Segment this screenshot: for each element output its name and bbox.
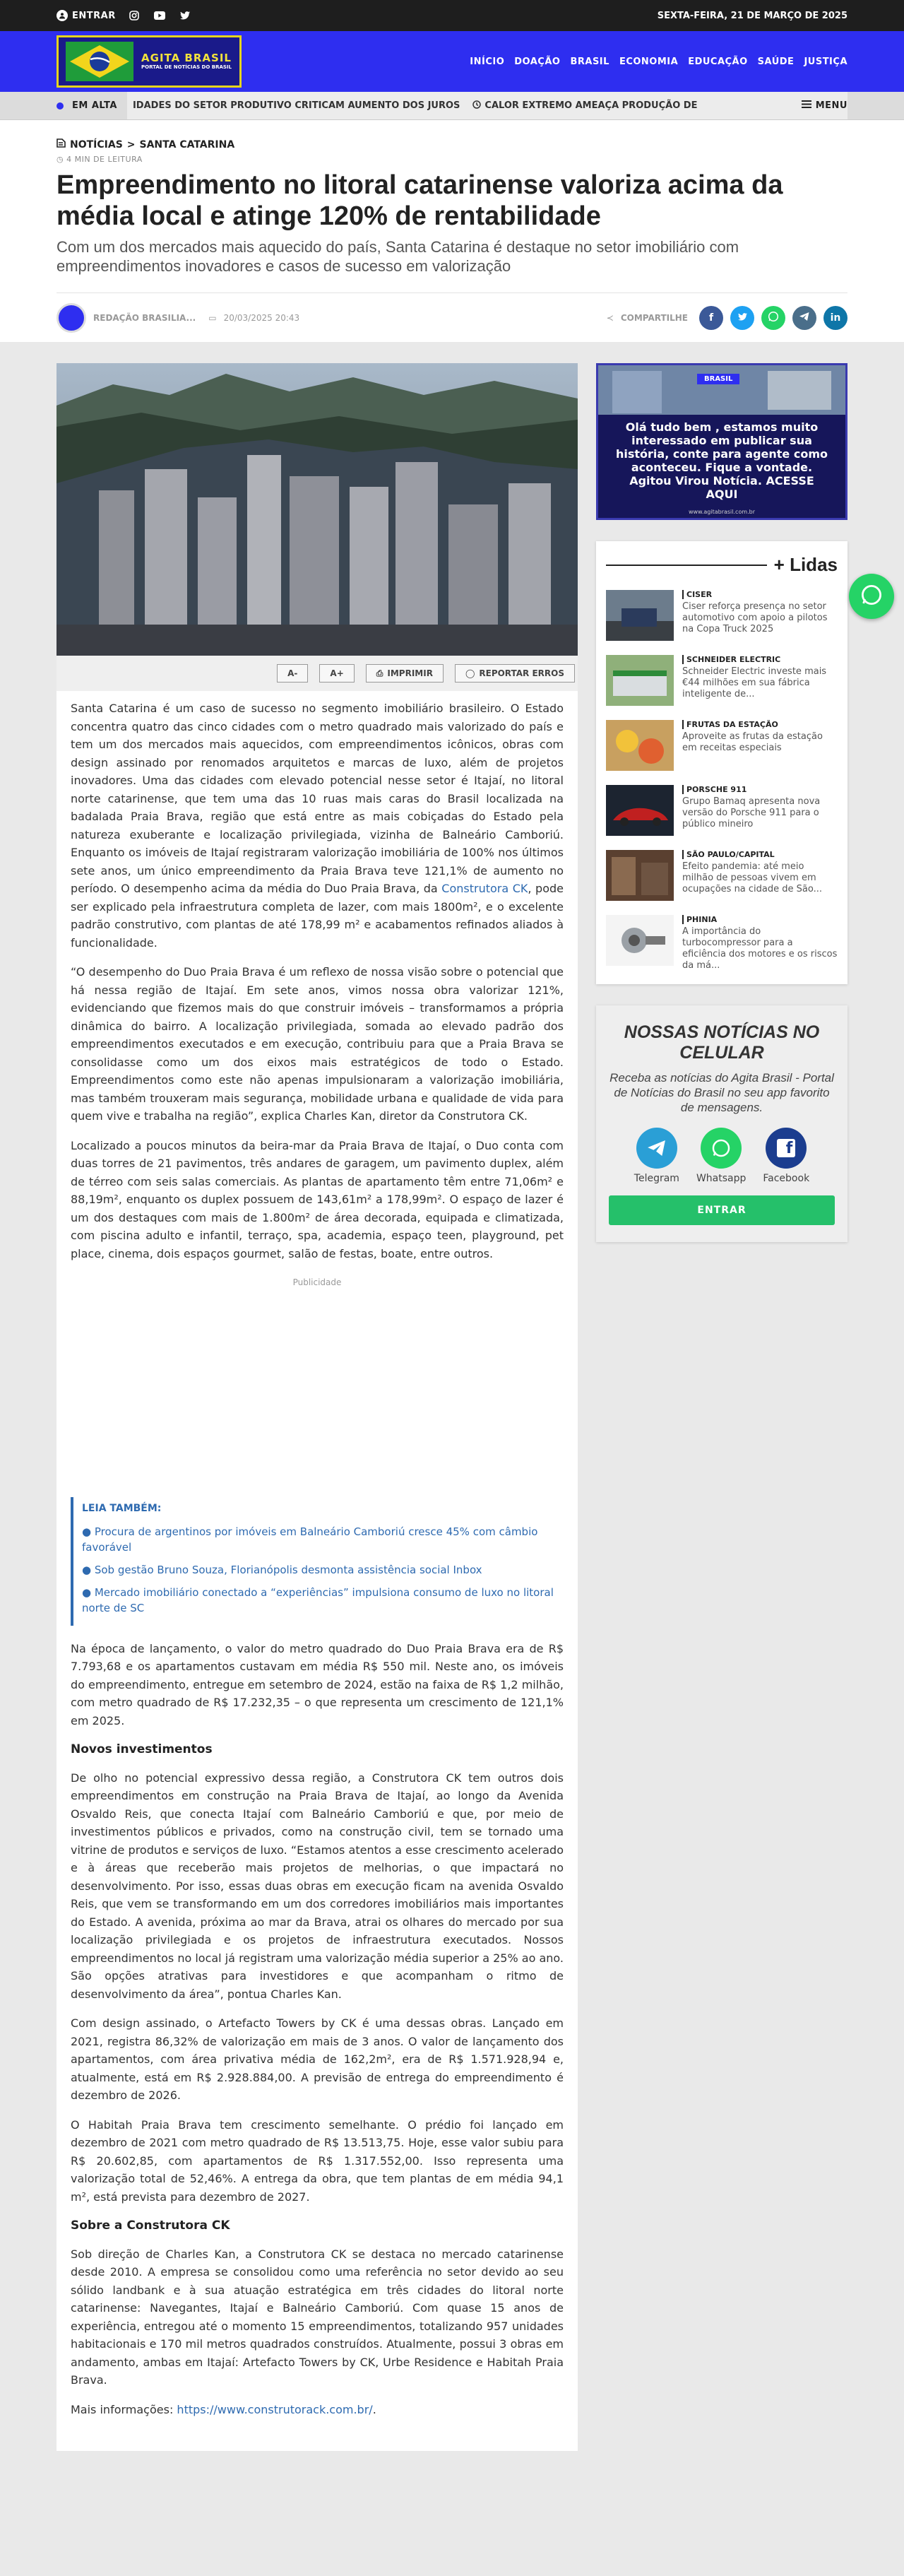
paragraph-text: Santa Catarina é um caso de sucesso no segmento imobiliário brasileiro. O Estado concentra quatro das cinco cidades com o metro quadrado mais valorizado do país e tem um dos mercados mais aquecidos, com empreendimentos icônicos, obras com design assinado por renomados arquitetos e marcas de luxo, além de projetos inovadores. Uma das cidades com elevado potencial nesse setor é Itajaí, no litoral norte catarinense, que tem uma das 10 ruas mais caras do Brasil localizada na badalada Praia Brava, região que está entre as mais cobiçadas do Estado pela natureza exuberante e localização privilegiada, vizinha de Balneário Camboriú. Enquanto os imóveis de Itajaí registraram valorização imobiliária de 100% nos últimos sete anos, um único empreendimento da Praia Brava teve 121,1% de aumento no período. O desempenho acima da média do Duo Praia Brava, da (71, 702, 564, 895)
avatar (56, 303, 86, 333)
article-tools (56, 656, 578, 691)
twitter-icon[interactable] (178, 8, 192, 23)
breadcrumb-separator: > (126, 138, 136, 150)
printer-icon: ⎙ (376, 668, 383, 678)
section-heading: Sobre a Construtora CK (71, 2218, 230, 2233)
item-title: Grupo Bamaq apresenta nova versão do Porsche 911 para o público mineiro (682, 796, 821, 829)
breadcrumb-subsection[interactable]: SANTA CATARINA (139, 138, 235, 150)
ticker-label: EM ALTA (72, 100, 117, 111)
messaging-apps (609, 1128, 835, 1184)
item-title: Schneider Electric investe mais €44 milhões em sua fábrica inteligente de... (682, 666, 827, 699)
current-date: SEXTA-FEIRA, 21 DE MARÇO DE 2025 (657, 10, 848, 21)
title-divider (606, 565, 767, 566)
sidebar (596, 363, 848, 2451)
item-category: SÃO PAULO/CAPITAL (682, 850, 838, 859)
paragraph: Com design assinado, o Artefacto Towers by CK é uma dessas obras. Lançado em 2021, registra 86,32% de valorização em mais de 3 anos. O valor de lançamento dos apartamentos, com área privativa média de 162,2m², era de R$ 1.571.928,94 e, atualmente, está em R$ 2.928.884,00. A previsão de entrega do empreendimento é dezembro de 2026. (71, 2016, 564, 2102)
nav-item-justica[interactable]: JUSTIÇA (804, 56, 848, 67)
paragraph (71, 699, 564, 952)
whatsapp-icon (768, 311, 779, 325)
trending-ticker (0, 92, 904, 120)
paragraph: Na época de lançamento, o valor do metro quadrado do Duo Praia Brava era de R$ 7.793,68 e os apartamentos custavam em média R$ 550 mil. Neste ano, os imóveis do empreendimento, entregue em setembro de 2024, estão na faixa de R$ 1,2 milhão, com metro quadrado de R$ 17.232,35 – o que representa um crescimento de 121,1% em 2025. (71, 1641, 564, 1727)
share-linkedin-button[interactable] (823, 306, 848, 330)
mobile-news-widget (596, 1005, 848, 1242)
login-label: ENTRAR (72, 10, 116, 21)
sidebar-ad-banner[interactable] (596, 363, 848, 520)
logo-text (141, 52, 232, 71)
related-item: ● Mercado imobiliário conectado a “experiências” impulsiona consumo de luxo no litoral norte de SC (82, 1585, 554, 1614)
author-info (56, 303, 299, 333)
related-link[interactable]: Procura de argentinos por imóveis em Balneário Camboriú cresce 45% com câmbio favorável (82, 1525, 538, 1554)
item-category: CISER (682, 590, 838, 599)
related-links (71, 1497, 564, 1626)
top-bar-left (56, 8, 192, 23)
related-link[interactable]: Mercado imobiliário conectado a “experiências” impulsiona consumo de luxo no litoral norte de SC (82, 1585, 554, 1614)
login-link[interactable] (56, 10, 116, 21)
linkedin-icon: in (830, 312, 841, 324)
share-telegram-button[interactable] (792, 306, 816, 330)
paragraph-text: . (372, 2402, 376, 2416)
whatsapp-icon (701, 1128, 742, 1169)
clock-icon: ◷ (56, 155, 64, 164)
instagram-icon[interactable] (127, 8, 141, 23)
item-category: FRUTAS DA ESTAÇÃO (682, 720, 838, 729)
site-header (0, 31, 904, 92)
ad-brand: BRASIL (697, 374, 739, 384)
thumbnail (606, 720, 674, 771)
clock-icon (472, 100, 481, 112)
related-link[interactable]: Sob gestão Bruno Souza, Florianópolis desmonta assistência social Inbox (94, 1563, 482, 1576)
paragraph: O Habitah Praia Brava tem crescimento semelhante. O prédio foi lançado em dezembro de 2021 com metro quadrado de R$ 13.513,75. Hoje, esse valor subiu para R$ 20.602,85, com apartamentos de R$ 1.317.552,00. Isso representa uma valorização total de 52,46%. A entrega da obra, que tem plantas de em média 94,1 m², está prevista para dezembro de 2027. (71, 2117, 564, 2204)
print-button[interactable] (366, 664, 444, 683)
report-label: REPORTAR ERROS (479, 668, 564, 678)
telegram-app-button[interactable] (634, 1128, 679, 1184)
item-title: Ciser reforça presença no setor automotivo com apoio a pilotos na Copa Truck 2025 (682, 601, 828, 634)
website-link[interactable]: https://www.construtorack.com.br/ (177, 2402, 373, 2416)
thumbnail (606, 655, 674, 706)
share-label: COMPARTILHE (620, 312, 688, 323)
item-title: Aproveite as frutas da estação em receitas especiais (682, 731, 823, 753)
thumbnail (606, 590, 674, 641)
item-category: PHINIA (682, 915, 838, 924)
thumbnail (606, 785, 674, 836)
related-item: ● Procura de argentinos por imóveis em Balneário Camboriú cresce 45% com câmbio favorável (82, 1525, 538, 1554)
share-icon: ≺ (606, 312, 614, 323)
ticker-dot-icon (56, 102, 64, 110)
nav-item-doacao[interactable]: DOAÇÃO (514, 56, 561, 67)
user-icon (56, 10, 68, 21)
section-heading: Novos investimentos (71, 1742, 213, 1756)
ad-label: Publicidade (292, 1277, 342, 1287)
most-read-item[interactable] (606, 785, 838, 836)
menu-button[interactable] (789, 92, 848, 119)
author-name[interactable]: REDAÇÃO BRASILIA... (93, 312, 196, 323)
article-subtitle: Com um dos mercados mais aquecido do país, Santa Catarina é destaque no setor imobiliário com empreendimentos inovadores e casos de sucesso em valorização (56, 238, 739, 275)
font-increase-button[interactable]: A+ (319, 664, 354, 683)
telegram-icon (799, 312, 809, 324)
nav-item-saude[interactable]: SAÚDE (757, 56, 795, 67)
main-nav (470, 57, 848, 67)
paragraph-text: , pode ser explicado pela infraestrutura completa de lazer, com mais 1800m², e o excelente padrão construtivo, com plantas de até 178,99 m² e acabamentos refinados aliados à funcionalidade. (71, 882, 564, 950)
most-read-title-label: + Lidas (773, 554, 838, 575)
ad-text: Olá tudo bem , estamos muito interessado em publicar sua história, conte para agente como aconteceu. Fique a vontade. Agitou Virou Notícia. ACESSE AQUI (615, 420, 828, 501)
youtube-icon[interactable] (153, 8, 167, 23)
breadcrumb (56, 138, 848, 150)
item-title: Efeito pandemia: até meio milhão de pessoas vivem em ocupações na cidade de São... (682, 861, 822, 894)
related-item: ● Sob gestão Bruno Souza, Florianópolis desmonta assistência social Inbox (82, 1563, 482, 1576)
comment-icon: ◯ (465, 668, 475, 678)
most-read-item[interactable] (606, 655, 838, 706)
item-title: A importância do turbocompressor para a eficiência dos motores e os riscos da má... (682, 926, 838, 971)
construtora-ck-link[interactable]: Construtora CK (441, 882, 528, 895)
mobile-widget-description: Receba as notícias do Agita Brasil - Portal de Notícias do Brasil no seu app favorito de mensagens. (609, 1071, 834, 1114)
content-wrapper (0, 342, 904, 2451)
read-time (56, 155, 848, 164)
item-category: SCHNEIDER ELECTRIC (682, 655, 838, 664)
facebook-icon: f (766, 1128, 807, 1169)
paragraph (71, 2401, 564, 2419)
article-body (56, 691, 578, 2451)
ticker-item[interactable] (472, 100, 697, 112)
menu-label: MENU (815, 100, 848, 111)
nav-item-educacao[interactable]: EDUCAÇÃO (688, 56, 748, 67)
article-header (0, 120, 904, 342)
ad-url: www.agitabrasil.com.br (688, 509, 756, 515)
most-read-item[interactable] (606, 850, 838, 901)
breadcrumb-icon (56, 138, 66, 150)
telegram-label: Telegram (634, 1173, 679, 1184)
paragraph: “O desempenho do Duo Praia Brava é um reflexo de nossa visão sobre o potencial que há nessa região de Itajaí. Em sete anos, vimos nossa obra valorizar 121%, evidenciando que fizemos mais do que construir imóveis – transformamos a própria dinâmica do bairro. A localização privilegiada, somada ao elevado padrão dos empreendimentos executados e em execução, contribuiu para que a Praia Brava se consolidasse como um dos eixos mais estratégicos de todo o Estado. Empreendimentos como este não apenas impulsionaram a valorização imobiliária, mas também trouxeram mais segurança, mobilidade urbana e qualidade de vida para quem vive e trabalha na região”, explica Charles Kan, diretor da Construtora CK. (71, 965, 564, 1123)
brazil-flag-icon (66, 42, 133, 81)
share-bar (607, 306, 848, 330)
twitter-icon (738, 312, 747, 324)
site-logo[interactable] (56, 35, 242, 88)
ticker-item[interactable]: IDADES DO SETOR PRODUTIVO CRITICAM AUMENTO DOS JUROS (132, 100, 460, 111)
ticker-items (127, 92, 789, 119)
thumbnail (606, 850, 674, 901)
logo-title: AGITA BRASIL (141, 52, 232, 64)
paragraph: De olho no potencial expressivo dessa região, a Construtora CK tem outros dois empreendimentos em construção na Praia Brava de Itajaí, ao longo da Avenida Osvaldo Reis, que conecta Itajaí com Balneário Camboriú e que, por meio de investimentos públicos e privados, como na construção civil, tem se tornado uma vitrine de produtos e serviços de luxo. “Estamos atentos a esse crescimento acelerado e à áreas que receberão mais projetos de melhorias, o que impactará no desenvolvimento. Por isso, essas duas obras em execução ficam na avenida Osvaldo Reis, que vem se transformando em um dos corredores imobiliários mais importantes do Estado. A avenida, próxima ao mar da Brava, atrai os olhares do mercado por sua localização privilegiada e os projetos de infraestrutura executados. Nossos empreendimentos no local já registram uma valorização média superior a 25% ao ano. São opções atrativas para investidores e que acompanham o ritmo de desenvolvimento da área”, pontua Charles Kan. (71, 1771, 564, 2001)
facebook-icon: f (708, 312, 714, 324)
paragraph-text: Mais informações: (71, 2402, 177, 2416)
hamburger-icon (802, 100, 811, 111)
facebook-app-button[interactable] (763, 1128, 809, 1184)
item-category: PORSCHE 911 (682, 785, 838, 794)
most-read-item[interactable] (606, 720, 838, 771)
ad-placeholder (71, 1274, 564, 1493)
nav-item-brasil[interactable]: BRASIL (570, 56, 609, 67)
calendar-icon: ▭ (208, 312, 217, 323)
breadcrumb-section[interactable]: NOTÍCIAS (70, 138, 123, 150)
read-time-label: 4 MIN DE LEITURA (66, 155, 143, 164)
print-label: IMPRIMIR (387, 668, 433, 678)
whatsapp-app-button[interactable] (696, 1128, 746, 1184)
font-decrease-button[interactable]: A- (277, 664, 308, 683)
most-read-title (606, 554, 838, 576)
article-hero-image (56, 363, 578, 656)
mobile-widget-title: NOSSAS NOTÍCIAS NO CELULAR (624, 1022, 820, 1063)
nav-item-inicio[interactable]: INÍCIO (470, 56, 505, 67)
article-meta (56, 293, 848, 342)
logo-tagline: PORTAL DE NOTÍCIAS DO BRASIL (141, 64, 232, 70)
most-read-item[interactable] (606, 590, 838, 641)
paragraph: Localizado a poucos minutos da beira-mar da Praia Brava de Itajaí, o Duo conta com duas torres de 21 pavimentos, três andares de garagem, um pavimento duplex, além de térreo com seis salas comerciais. As plantas de apartamento têm entre 71,06m² e 88,19m², enquanto os duplex possuem de 143,61m² a 178,99m². O espaço de lazer é um dos destaques com mais de 1.800m² de área decorada, equipada e climatizada, com piscina adulto e infantil, terraço, spa, academia, espaço teen, playground, pet place, cinema, dois espaços gourmet, salão de festas, boate, entre outros. (71, 1138, 564, 1260)
publish-date: 20/03/2025 20:43 (223, 312, 300, 323)
most-read-widget (596, 541, 848, 984)
ticker-item-label: CALOR EXTREMO AMEAÇA PRODUÇÃO DE (484, 100, 698, 111)
article-main (56, 363, 578, 2451)
share-facebook-button[interactable] (699, 306, 723, 330)
most-read-item[interactable] (606, 915, 838, 971)
whatsapp-icon (860, 584, 883, 609)
facebook-label: Facebook (763, 1173, 810, 1184)
floating-whatsapp-button[interactable] (849, 574, 894, 619)
top-bar (0, 0, 904, 31)
paragraph: Sob direção de Charles Kan, a Construtora CK se destaca no mercado catarinense desde 2010. A empresa se consolidou como uma referência no setor devido ao seu sólido landbank e à sua atuação estratégica em três cidades do litoral norte catarinense: Navegantes, Itajaí e Balneário Camboriú. Com quase 15 anos de experiência, entregou até o momento 15 empreendimentos, totalizando 957 unidades habitacionais e 170 mil metros quadrados construídos. Atualmente, possui 3 obras em andamento, ambas em Itajaí: Artefacto Towers by CK, Urbe Residence e Habitah Praia Brava. (71, 2247, 564, 2387)
share-whatsapp-button[interactable] (761, 306, 785, 330)
report-error-button[interactable] (455, 664, 575, 683)
mobile-enter-button[interactable]: ENTRAR (609, 1195, 835, 1225)
related-title: LEIA TAMBÉM: (82, 1503, 162, 1514)
share-twitter-button[interactable] (730, 306, 754, 330)
telegram-icon (636, 1128, 677, 1169)
article-title: Empreendimento no litoral catarinense valoriza acima da média local e atinge 120% de rentabilidade (56, 170, 783, 231)
whatsapp-label: Whatsapp (696, 1173, 747, 1184)
thumbnail (606, 915, 674, 966)
nav-item-economia[interactable]: ECONOMIA (619, 56, 679, 67)
